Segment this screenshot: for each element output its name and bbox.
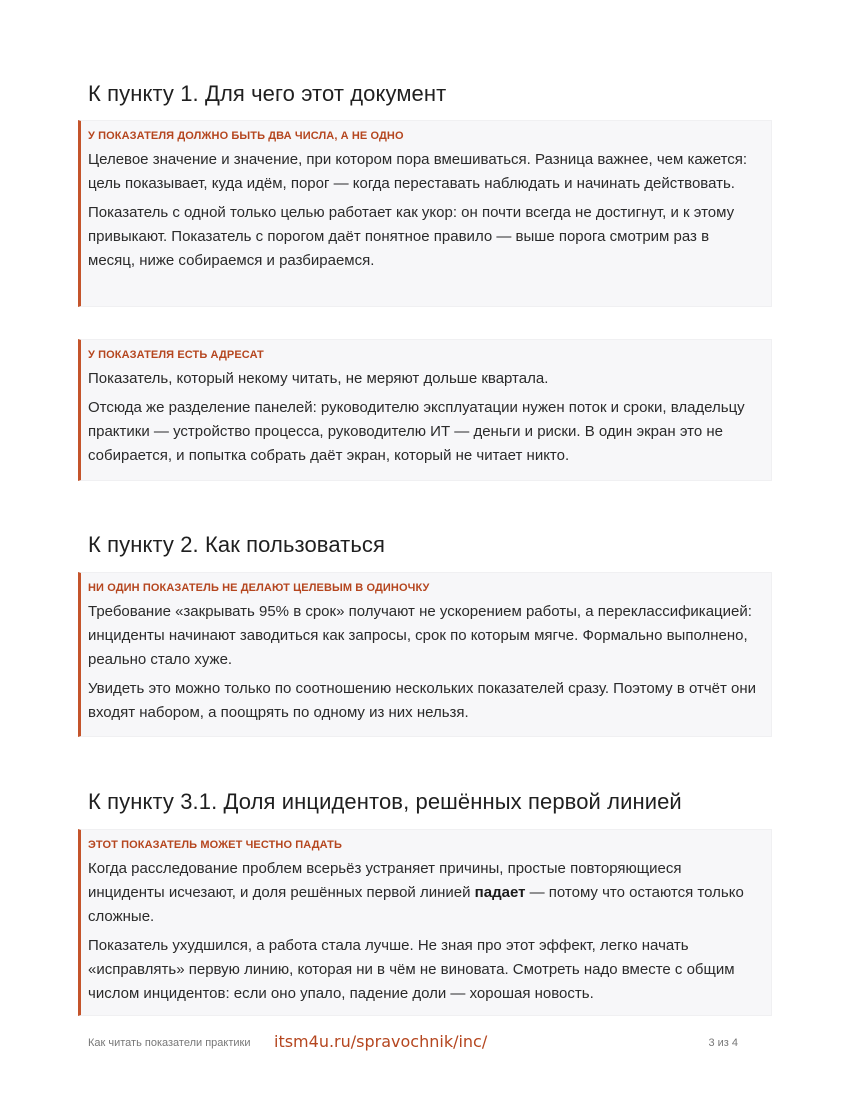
note-box	[78, 572, 772, 737]
note-can-fall	[78, 829, 772, 1016]
note-box	[78, 339, 772, 481]
footer-doc-title: Как читать показатели практики	[88, 1037, 251, 1049]
note-not-single-target	[78, 572, 772, 737]
text-span: — потому что остаются только сложные.	[88, 884, 744, 925]
note-heading: ЭТОТ ПОКАЗАТЕЛЬ МОЖЕТ ЧЕСТНО ПАДАТЬ	[88, 839, 343, 851]
section-title: К пункту 3.1. Доля инцидентов, решённых первой линией	[88, 789, 682, 814]
note-paragraph: Показатель ухудшился, а работа стала лучше. Не зная про этот эффект, легко начать «исправлять» первую линию, которая ни в чём не виновата. Смотреть надо вместе с общим числом инцидентов: если оно упало, падение доли — хорошая новость.	[88, 937, 735, 1002]
note-paragraph: Отсюда же разделение панелей: руководителю эксплуатации нужен поток и сроки, владельцу практики — устройство процесса, руководителю ИТ — деньги и риски. В один экран это не собирается, и попытка собрать даёт экран, который не читает никто.	[88, 399, 745, 464]
note-paragraph: Показатель, который некому читать, не меряют дольше квартала.	[88, 370, 549, 387]
note-paragraph: Увидеть это можно только по соотношению нескольких показателей сразу. Поэтому в отчёт они входят набором, а поощрять по одному из них нельзя.	[88, 680, 757, 721]
note-paragraph: Требование «закрывать 95% в срок» получают не ускорением работы, а переклассификацией: инциденты начинают заводиться как запросы, срок по которым мягче. Формально выполнено, реально стало хуже.	[88, 603, 752, 668]
note-paragraph	[88, 857, 759, 929]
note-heading: У ПОКАЗАТЕЛЯ ЕСТЬ АДРЕСАТ	[88, 349, 264, 361]
note-box	[78, 829, 772, 1016]
note-heading: У ПОКАЗАТЕЛЯ ДОЛЖНО БЫТЬ ДВА ЧИСЛА, А НЕ ОДНО	[88, 130, 404, 142]
page-number: 3 из 4	[708, 1037, 738, 1049]
note-two-numbers	[78, 120, 772, 307]
note-paragraph: Показатель с одной только целью работает как укор: он почти всегда не достигнут, и к этому привыкают. Показатель с порогом даёт понятное правило — выше порога смотрим раз в месяц, ниже собираемся и разбираемся.	[88, 204, 735, 269]
note-heading: НИ ОДИН ПОКАЗАТЕЛЬ НЕ ДЕЛАЮТ ЦЕЛЕВЫМ В ОДИНОЧКУ	[88, 582, 430, 594]
page-footer	[88, 1034, 738, 1054]
section-title: К пункту 1. Для чего этот документ	[88, 81, 447, 106]
note-paragraph: Целевое значение и значение, при котором пора вмешиваться. Разница важнее, чем кажется: цель показывает, куда идём, порог — когда переставать наблюдать и начинать действовать.	[88, 151, 748, 192]
text-span: Когда расследование проблем всерьёз устраняет причины, простые повторяющиеся инциденты исчезают, и доля решённых первой линией	[88, 860, 682, 901]
note-box	[78, 120, 772, 307]
note-addressee	[78, 339, 772, 481]
section-purpose	[78, 80, 772, 108]
section-title: К пункту 2. Как пользоваться	[88, 532, 386, 557]
emphasis-text: падает	[474, 884, 526, 901]
section-first-line-share	[78, 788, 772, 816]
footer-link[interactable]: itsm4u.ru/spravochnik/inc/	[274, 1032, 488, 1051]
section-how-to-use	[78, 531, 772, 559]
